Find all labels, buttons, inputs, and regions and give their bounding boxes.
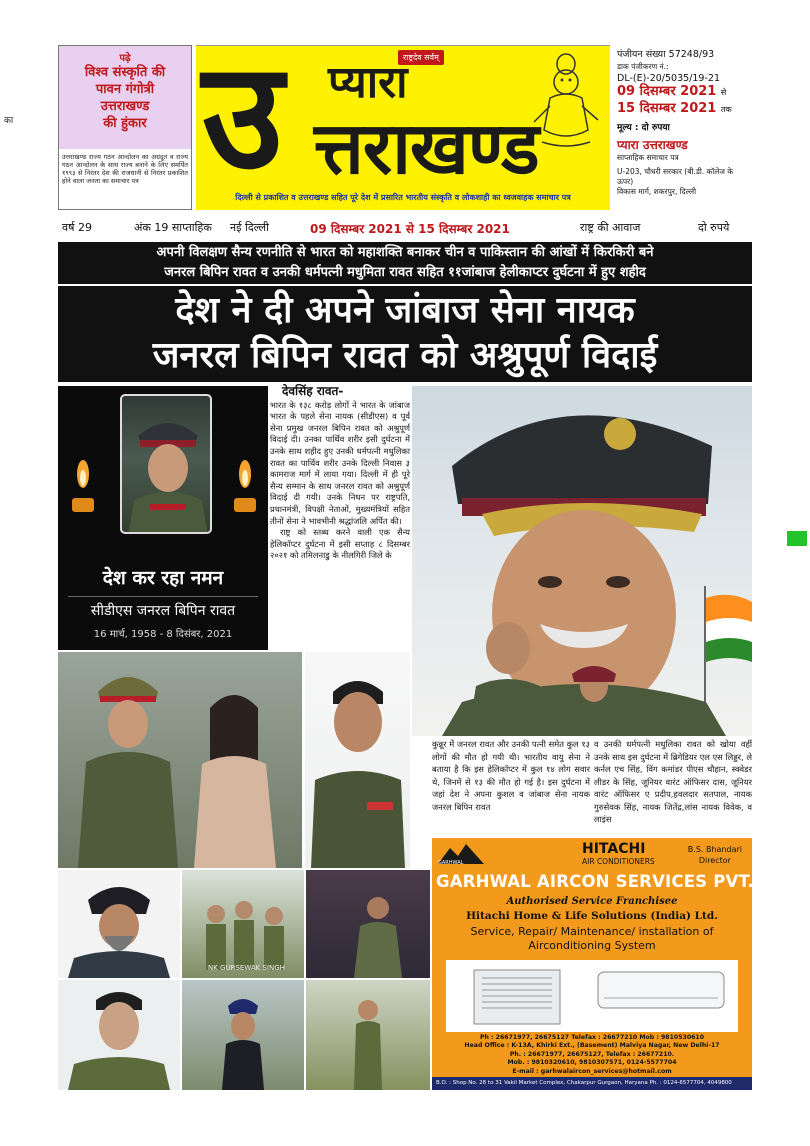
city-label: नई दिल्ली — [230, 221, 269, 234]
about-text: उत्तराखण्ड राज्य गठन आन्दोलन का अग्रदूत व राज्य गठन आन्दोलन के साथ राज्य बनाने के लिए समर्पित १९९३ से निरंतर देश की राजधानी से निरंतर प्रकाशित होने वाला जनता का समाचार पत्र — [62, 153, 188, 185]
photo-caption: NK GURSEWAK SINGH — [208, 964, 285, 972]
photo-soldier-standing — [306, 980, 430, 1090]
slogan-line: की हुंकार — [103, 116, 147, 131]
main-headline — [58, 286, 752, 382]
volume-label: वर्ष 29 — [62, 221, 92, 234]
byline: देवसिंह रावत- — [282, 384, 344, 398]
photo-soldier-night — [306, 870, 430, 978]
address-line: U-203, चौधरी सरकार (बी.डी. कॉलेज के ऊपर) — [617, 167, 734, 186]
date-to-suffix: तक — [720, 105, 732, 114]
motto-tag: राष्ट्रदेव सर्वम् — [398, 50, 444, 65]
soldier-night-illustration — [306, 870, 430, 978]
article-column: कुन्नूर में जनरल रावत और उनकी पत्नी समेत कुल १३ लोगों की मौत हो गयी थी। भारतीय वायु सेना ने बताया है कि इस हेलिकॉप्टर में कुल १४ लोग सवार थे, जिनमें से १३ की मौत हो गई है। इस दुर्घटना में जहां देश ने अपना कुशल व जांबाज सेना नायक जनरल बिपिन रावत — [432, 739, 590, 812]
article-column — [270, 386, 410, 650]
officer-photo-illustration — [305, 652, 410, 868]
postal-registration: डाक पंजीकरण नं.: — [617, 62, 669, 71]
date-range-label: 09 दिसम्बर 2021 से 15 दिसम्बर 2021 — [310, 222, 510, 236]
masthead-subline: दिल्ली से प्रकाशित व उत्तराखण्ड सहित पूरे देश में प्रसारित भारतीय संस्कृति व लोकशाही का ध्वजवाहक समाचार पत्र — [235, 193, 571, 202]
slogan-line: पावन गंगोत्री — [95, 82, 155, 97]
company-name: GARHWAL AIRCON SERVICES PVT.LTD. — [436, 872, 794, 891]
sikh-officer-illustration — [58, 870, 180, 978]
brand-subtitle: AIR CONDITIONERS — [582, 857, 655, 866]
photo-soldier-group — [182, 870, 304, 978]
photo-sikh-soldier-suit — [182, 980, 304, 1090]
advertisement-aircon — [432, 838, 794, 1090]
article-paragraph: राष्ट्र को स्तब्ध करने वाली एक सैन्य हेलिकॉप्टर दुर्घटना में इसी सप्ताह ८ दिसम्बर २०२१ को तमिलनाडु के नीलगिरी जिले के — [270, 527, 410, 561]
date-to: 15 दिसम्बर 2021 — [617, 101, 717, 116]
paper-type: साप्ताहिक समाचार पत्र — [617, 153, 679, 162]
paper-name: प्यारा उत्तराखण्ड — [617, 138, 688, 152]
dl-number: DL-(E)-20/5035/19-21 — [617, 73, 720, 84]
service-line: Airconditioning System — [528, 939, 656, 952]
masthead-info-panel — [612, 45, 752, 210]
soldier-standing-illustration — [306, 980, 430, 1090]
owner-block — [688, 844, 742, 866]
green-marker — [787, 531, 807, 546]
contact-line: E-mail : garhwalaircon_services@hotmail.com — [512, 1067, 672, 1075]
photo-officer — [305, 652, 410, 868]
tribute-panel — [58, 386, 268, 650]
issue-label: अंक 19 साप्ताहिक — [134, 221, 212, 234]
issue-info-strip — [58, 217, 752, 239]
price-label: मूल्य : दो रुपया — [617, 123, 670, 133]
soldier-portrait-illustration — [58, 980, 180, 1090]
title-word-uttarakhand: त्तराखण्ड — [314, 106, 539, 190]
logo-text: GARHWAL — [438, 860, 464, 866]
candle-icon — [230, 452, 260, 522]
candle-icon — [68, 452, 98, 522]
issue-date-to — [617, 101, 747, 118]
date-from-suffix: से — [720, 88, 727, 97]
tagline-label: राष्ट्र की आवाज — [580, 221, 641, 234]
article-column: व उनकी धर्मपत्नी मधुलिका रावत को खोया वहीं उनके साथ इस दुर्घटना में ब्रिगेडियर एल एस लिड्डर, ले कर्नल एच सिंह, विंग कमांडर पीएस चौहान, स्क्वेडर लीडर के सिंह, जूनियर वारंट ऑफिसर दास, जूनियर वारंट ऑफिसर ए प्रदीप,हवलदार सतपाल, नायक गुरुसेवक सिंह, नायक जितेंद्र,लांस नायक विवेक, व लाइंस — [594, 739, 752, 824]
kicker-line: अपनी विलक्षण सैन्य रणनीति से भारत को महाशक्ति बनाकर चीन व पाकिस्तान की आंखों में किरकिरी बने — [156, 245, 654, 260]
officer-silhouette-icon — [122, 396, 212, 534]
read-label: पढ़े — [119, 53, 131, 64]
photo-soldier-portrait — [58, 980, 180, 1090]
soldier-group-illustration — [182, 870, 304, 978]
title-initial: उ — [202, 28, 284, 202]
owner-title: Director — [698, 856, 731, 865]
principal-company: Hitachi Home & Life Solutions (India) Ltd. — [466, 910, 718, 922]
kicker-line: जनरल बिपिन रावत व उनकी धर्मपत्नी मधुमिता रावत सहित ११जांबाज हेलीकाप्टर दुर्घटना में हुए शहीद — [164, 265, 646, 280]
contact-line: Mob. : 9810320610, 9810307571, 0124-5577704 — [507, 1059, 677, 1067]
contact-block — [436, 1034, 748, 1076]
headline-line: देश ने दी अपने जांबाज सेना नायक — [175, 290, 635, 331]
ac-units-image — [446, 960, 738, 1032]
general-portrait-small — [120, 394, 212, 534]
service-description — [432, 925, 752, 953]
masthead-left-panel — [58, 45, 192, 210]
sikh-soldier-suit-illustration — [182, 980, 304, 1090]
slogan-line: विश्व संस्कृति की — [84, 65, 166, 80]
contact-line: Ph : 26671977, 26675127 Telefax : 26677210 Mob : 9810530610 — [479, 1034, 705, 1041]
kicker-headline — [58, 242, 752, 284]
date-from: 09 दिसम्बर 2021 — [617, 84, 717, 99]
address-line: विकास मार्ग, शकरपुर, दिल्ली — [617, 187, 697, 196]
registration-number: पंजीयन संख्या 57248/93 — [617, 49, 715, 60]
contact-line: Ph. : 26671977, 26675127, Telefax : 26677210. — [509, 1050, 675, 1058]
general-portrait-large — [412, 386, 752, 736]
franchise-label: Authorised Service Franchisee — [506, 896, 678, 907]
slogan-box — [59, 46, 191, 149]
margin-mark: का — [4, 116, 14, 126]
branch-office-bar: B.O. : Shop No. 28 to 31 Vakil Market Complex, Chakarpur Gurgaon, Haryana Ph. : 0124-6577704, 4049800 — [432, 1077, 752, 1090]
service-line: Service, Repair/ Maintenance/ installation of — [470, 925, 714, 938]
title-word-pyara: प्यारा — [328, 57, 408, 108]
brand-name: HITACHI — [582, 841, 646, 857]
owner-name: B.S. Bhandari — [687, 845, 742, 854]
air-conditioner-icon — [446, 960, 738, 1032]
photo-sikh-officer — [58, 870, 180, 978]
issue-date-from — [617, 84, 747, 101]
contact-line: Head Office : K-13A, Khirki Ext., (Basement) Malviya Nagar, New Delhi-17 — [464, 1042, 720, 1050]
article-paragraph: भारत के १३८ करोड़ लोगों ने भारत के जांबाज भारत के पहले सेना नायक (सीडीएस) व पूर्व सेना प्रमुख जनरल बिपिन रावत को अश्रुपूर्ण विदाई दी। उनका पार्थिव शरीर इसी दुर्घटना में उनके साथ शहीद हुए उनकी धर्मपत्नी मधुलिका रावत का पार्थिव शरीर उनके दिल्ली निवास ३ कामराज मार्ग में लाया गया। दिल्ली में ही पूरे सैन्य सम्मान के साथ जनरल रावत को अश्रुपूर्ण विदाई दी गयी। उनके निधन पर राष्ट्रपति, प्रधानमंत्री, विपक्षी नेताओं, मुख्यमंत्रियों सहित तीनों सेना ने भावभीनी श्रद्धांजलि अर्पित की। — [270, 399, 410, 526]
slogan-line: उत्तराखण्ड — [100, 99, 150, 114]
general-portrait-illustration — [412, 386, 752, 736]
couple-photo-illustration — [58, 652, 302, 868]
deity-illustration-icon — [528, 50, 604, 154]
tribute-name: सीडीएस जनरल बिपिन रावत — [68, 596, 258, 620]
price-short-label: दो रुपये — [698, 221, 730, 234]
tribute-dates: 16 मार्च, 1958 - 8 दिसंबर, 2021 — [93, 629, 233, 640]
headline-line: जनरल बिपिन रावत को अश्रुपूर्ण विदाई — [152, 335, 658, 376]
masthead-title-block — [196, 28, 610, 210]
tribute-title: देश कर रहा नमन — [102, 567, 224, 589]
photo-general-and-wife — [58, 652, 302, 868]
